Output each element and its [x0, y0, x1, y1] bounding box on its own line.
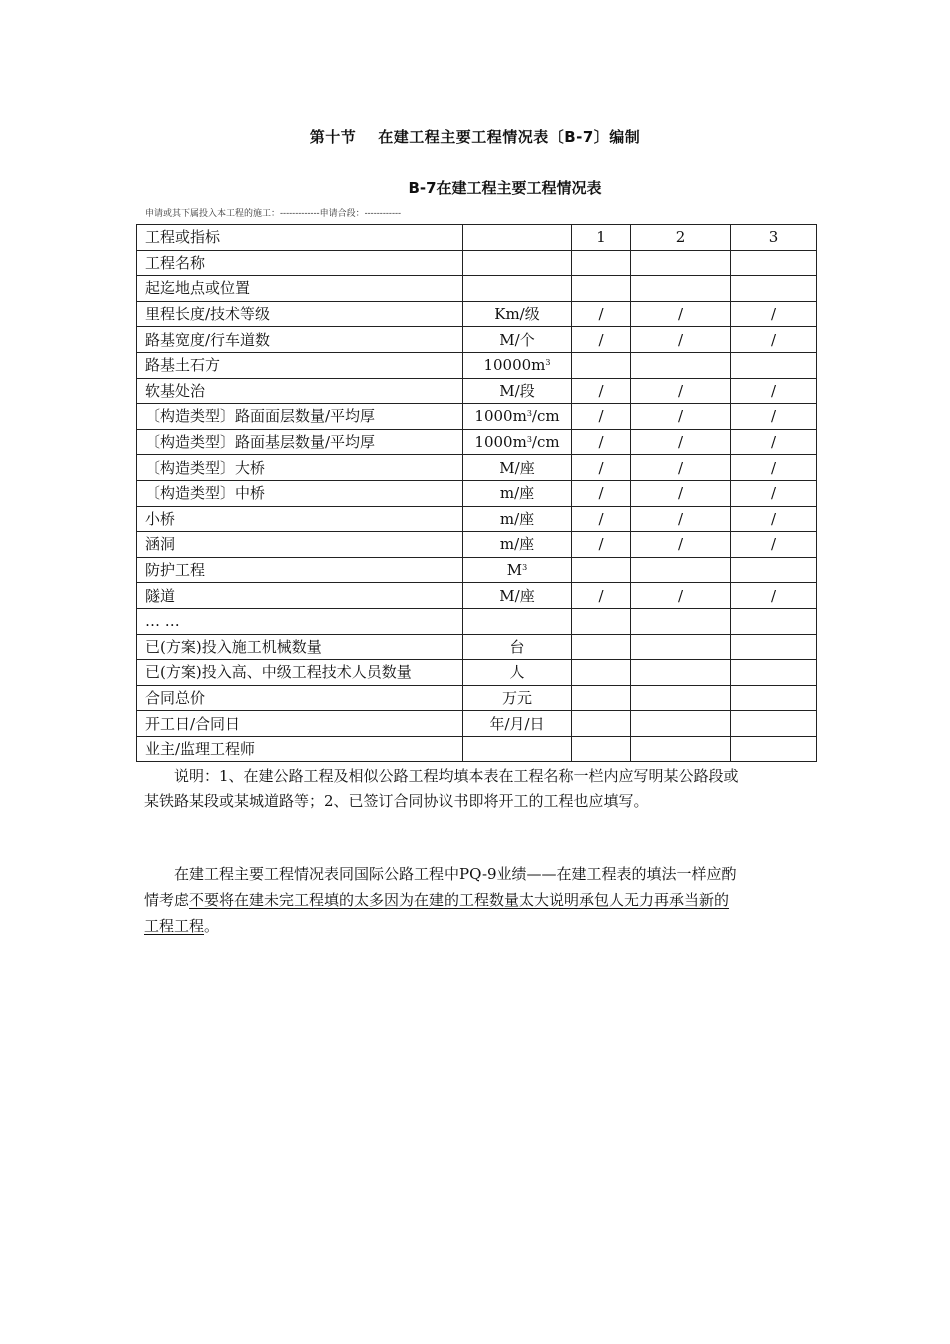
project-1-cell	[572, 250, 631, 276]
section-label: 申请合段：	[319, 209, 365, 219]
unit-cell	[463, 736, 572, 762]
project-3-cell: /	[731, 455, 817, 481]
unit-cell: m/座	[463, 532, 572, 558]
project-2-cell: /	[631, 455, 731, 481]
unit-cell	[463, 404, 572, 430]
paragraph	[144, 861, 820, 939]
project-3-cell	[731, 660, 817, 686]
row-name-cell: 〔构造类型〕路面基层数量/平均厚	[137, 429, 463, 455]
project-1-cell: /	[572, 429, 631, 455]
project-2-cell: /	[631, 404, 731, 430]
project-2-cell	[631, 352, 731, 378]
row-name-cell: 工程名称	[137, 250, 463, 276]
row-name-cell: 路基宽度/行车道数	[137, 327, 463, 353]
project-1-cell	[572, 685, 631, 711]
section-number: 第十节	[309, 128, 357, 146]
section-heading: 在建工程主要工程情况表〔B-7〕编制	[378, 128, 641, 146]
row-name-cell: 工程或指标	[137, 225, 463, 251]
unit-superscript: 3	[526, 435, 532, 445]
project-2-cell	[631, 557, 731, 583]
project-2-cell	[631, 685, 731, 711]
row-name-cell: 软基处治	[137, 378, 463, 404]
row-name-cell: 防护工程	[137, 557, 463, 583]
unit-cell: M/个	[463, 327, 572, 353]
row-name-cell: 已(方案)投入施工机械数量	[137, 634, 463, 660]
project-2-cell	[631, 276, 731, 302]
note-line-1: 说明：1、在建公路工程及相似公路工程均填本表在工程名称一栏内应写明某公路段或	[174, 767, 739, 785]
paragraph-line-3-underlined: 工程工程	[144, 917, 205, 935]
row-name-cell: 涵洞	[137, 532, 463, 558]
paragraph-line-2-underlined: 不要将在建未完工程填的太多因为在建的工程数量太大说明承包人无力再承当新的	[189, 891, 730, 909]
section-blank: ------------	[364, 209, 402, 219]
row-name-cell: 〔构造类型〕路面面层数量/平均厚	[137, 404, 463, 430]
project-3-cell: 3	[731, 225, 817, 251]
project-3-cell: /	[731, 378, 817, 404]
paragraph-line-3	[144, 913, 820, 939]
table-row	[137, 480, 817, 506]
unit-suffix: /cm	[531, 433, 560, 452]
paragraph-line-3-end: 。	[204, 917, 220, 935]
table-row	[137, 378, 817, 404]
unit-cell	[463, 429, 572, 455]
applicant-label: 申请或其下属投入本工程的施工：	[145, 209, 281, 219]
project-1-cell: /	[572, 404, 631, 430]
project-3-cell	[731, 736, 817, 762]
unit-base: M	[506, 561, 523, 580]
table-row	[137, 634, 817, 660]
unit-superscript: 3	[526, 409, 532, 419]
paragraph-line-2	[144, 887, 820, 913]
table-row	[137, 736, 817, 762]
row-name-cell: … …	[137, 608, 463, 634]
project-1-cell: /	[572, 506, 631, 532]
table-row	[137, 301, 817, 327]
table-row	[137, 711, 817, 737]
project-3-cell	[731, 352, 817, 378]
project-3-cell: /	[731, 301, 817, 327]
unit-cell: m/座	[463, 480, 572, 506]
table-row	[137, 608, 817, 634]
unit-cell: 年/月/日	[463, 711, 572, 737]
table-row	[137, 506, 817, 532]
project-1-cell: /	[572, 480, 631, 506]
project-3-cell	[731, 557, 817, 583]
note	[144, 764, 820, 814]
project-3-cell	[731, 685, 817, 711]
project-2-cell	[631, 711, 731, 737]
unit-cell: 万元	[463, 685, 572, 711]
project-2-cell: /	[631, 583, 731, 609]
project-3-cell	[731, 250, 817, 276]
project-2-cell	[631, 736, 731, 762]
project-1-cell	[572, 711, 631, 737]
project-2-cell	[631, 608, 731, 634]
project-2-cell: /	[631, 506, 731, 532]
project-3-cell: /	[731, 480, 817, 506]
unit-base: 1000m	[474, 433, 527, 452]
table-row	[137, 532, 817, 558]
row-name-cell: 起迄地点或位置	[137, 276, 463, 302]
unit-superscript: 3	[522, 563, 528, 573]
project-3-cell: /	[731, 532, 817, 558]
unit-cell	[463, 225, 572, 251]
project-3-cell	[731, 608, 817, 634]
project-2-cell	[631, 634, 731, 660]
project-3-cell	[731, 276, 817, 302]
project-3-cell: /	[731, 583, 817, 609]
unit-cell	[463, 276, 572, 302]
applicant-blank: -------------	[280, 209, 320, 219]
section-title	[0, 126, 950, 147]
project-2-cell: /	[631, 532, 731, 558]
project-2-cell: /	[631, 480, 731, 506]
project-3-cell: /	[731, 506, 817, 532]
project-3-cell: /	[731, 404, 817, 430]
project-1-cell	[572, 352, 631, 378]
paragraph-line-1: 在建工程主要工程情况表同国际公路工程中PQ-9业绩——在建工程表的填法一样应酌	[174, 865, 737, 883]
row-name-cell: 业主/监理工程师	[137, 736, 463, 762]
project-1-cell	[572, 608, 631, 634]
unit-cell	[463, 352, 572, 378]
project-1-cell: /	[572, 532, 631, 558]
row-name-cell: 〔构造类型〕大桥	[137, 455, 463, 481]
table-row	[137, 583, 817, 609]
project-2-cell: /	[631, 429, 731, 455]
project-2-cell: 2	[631, 225, 731, 251]
row-name-cell: 开工日/合同日	[137, 711, 463, 737]
row-name-cell: 里程长度/技术等级	[137, 301, 463, 327]
unit-base: 10000m	[483, 356, 546, 375]
row-name-cell: 隧道	[137, 583, 463, 609]
unit-base: 1000m	[474, 407, 527, 426]
row-name-cell: 路基土石方	[137, 352, 463, 378]
row-name-cell: 已(方案)投入高、中级工程技术人员数量	[137, 660, 463, 686]
unit-cell: M/段	[463, 378, 572, 404]
project-3-cell	[731, 634, 817, 660]
project-2-cell: /	[631, 301, 731, 327]
unit-cell: 人	[463, 660, 572, 686]
unit-cell	[463, 608, 572, 634]
table-row	[137, 352, 817, 378]
paragraph-line-2-plain: 情考虑	[144, 891, 190, 909]
project-1-cell: /	[572, 301, 631, 327]
project-3-cell: /	[731, 327, 817, 353]
project-1-cell	[572, 660, 631, 686]
project-2-cell: /	[631, 327, 731, 353]
unit-superscript: 3	[545, 358, 551, 368]
works-table	[136, 224, 817, 762]
row-name-cell: 小桥	[137, 506, 463, 532]
project-3-cell: /	[731, 429, 817, 455]
project-2-cell	[631, 250, 731, 276]
project-3-cell	[731, 711, 817, 737]
table-row	[137, 660, 817, 686]
project-2-cell	[631, 660, 731, 686]
project-1-cell	[572, 634, 631, 660]
project-1-cell: /	[572, 378, 631, 404]
table-row	[137, 455, 817, 481]
row-name-cell: 合同总价	[137, 685, 463, 711]
applicant-line	[145, 206, 401, 219]
table-row	[137, 250, 817, 276]
table-row	[137, 276, 817, 302]
table-row	[137, 327, 817, 353]
project-1-cell	[572, 276, 631, 302]
project-1-cell	[572, 557, 631, 583]
unit-cell: M/座	[463, 455, 572, 481]
unit-cell: m/座	[463, 506, 572, 532]
project-1-cell: /	[572, 583, 631, 609]
table-row	[137, 404, 817, 430]
project-1-cell: 1	[572, 225, 631, 251]
project-1-cell	[572, 736, 631, 762]
unit-suffix: /cm	[531, 407, 560, 426]
unit-cell: Km/级	[463, 301, 572, 327]
table-title: B-7在建工程主要工程情况表	[408, 179, 602, 197]
table-row	[137, 685, 817, 711]
table-row	[137, 429, 817, 455]
table-row	[137, 225, 817, 251]
row-name-cell: 〔构造类型〕中桥	[137, 480, 463, 506]
unit-cell: 台	[463, 634, 572, 660]
unit-cell	[463, 557, 572, 583]
project-2-cell: /	[631, 378, 731, 404]
unit-cell	[463, 250, 572, 276]
project-1-cell: /	[572, 327, 631, 353]
table-row	[137, 557, 817, 583]
note-line-2: 某铁路某段或某城道路等；2、已签订合同协议书即将开工的工程也应填写。	[144, 792, 649, 810]
project-1-cell: /	[572, 455, 631, 481]
unit-cell: M/座	[463, 583, 572, 609]
